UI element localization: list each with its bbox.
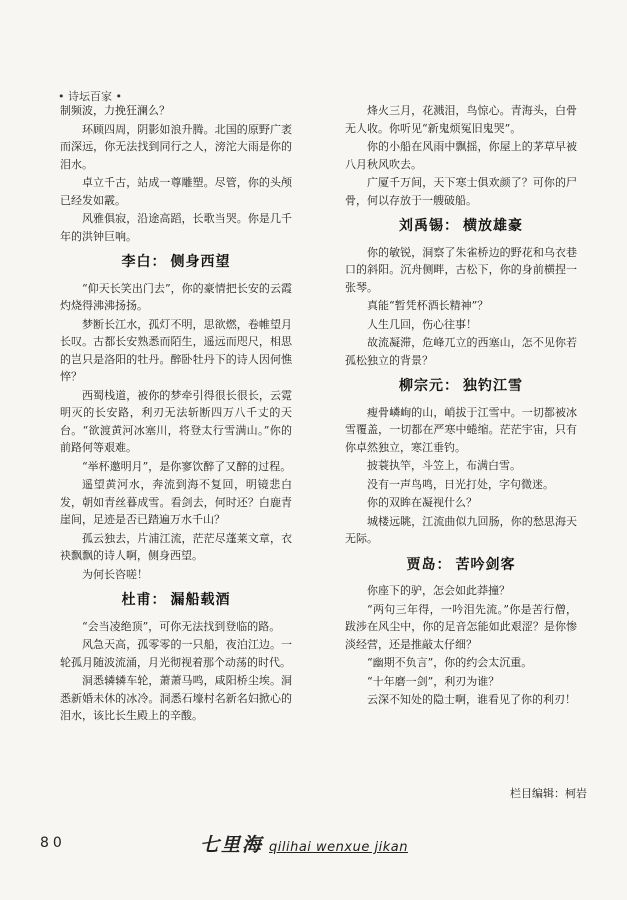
heading-subtitle: 独钓江雪: [463, 378, 523, 394]
paragraph: “举杯邀明月”，是你寥饮醉了又醉的过程。: [82, 459, 292, 473]
paragraph: “仰天长笑出门去”，你的豪情把长安的云霞灼烧得沸沸扬扬。: [60, 281, 292, 312]
section-heading-liu-zongyuan: [345, 378, 577, 396]
heading-subtitle: 横放雄豪: [463, 218, 523, 234]
paragraph: 你的敏锐，洞察了朱雀桥边的野花和乌衣巷口的斜阳。沉舟侧畔，古松下，你的身前横捏一张琴。: [345, 245, 577, 294]
heading-poet: 柳宗元：: [399, 378, 459, 394]
paragraph: 你的小船在风雨中飘摇，你屋上的茅草早被八月秋风吹去。: [345, 140, 577, 171]
heading-poet: 杜甫：: [121, 592, 167, 608]
paragraph: 洞悉辚辚车轮，萧萧马鸣，咸阳桥尘埃。洞悉新婚未休的冰冷。洞悉石壕村名新名妇掀心的泪水，该比长生殿上的辛酸。: [60, 674, 292, 722]
journal-logo-text: 七里海: [200, 834, 264, 856]
paragraph: 西蜀栈道，被你的梦牵引得很长很长，云霓明灭的长安路，利刃无法斩断四万八千丈的天台。“欲渡黄河冰塞川，将登太行雪满山。”你的前路何等艰难。: [60, 388, 292, 454]
section-heading-jia-dao: [345, 557, 577, 575]
paragraph: 为何长咨嗟！: [82, 567, 148, 581]
paragraph: 烽火三月，花溅泪，鸟惊心。青海头，白骨无人收。你听见“新鬼烦冤旧鬼哭”。: [345, 104, 577, 135]
paragraph: 云深不知处的隐士啊，谁看见了你的利刃！: [367, 693, 576, 706]
paragraph: 你的双眸在凝视什么？: [367, 496, 477, 509]
editor-credit: 栏目编辑：柯岩: [510, 787, 587, 800]
paragraph: 人生几回，伤心往事！: [367, 317, 477, 331]
paragraph: 广厦千万间，天下寒士俱欢颜了？可你的尸骨，何以存放于一艘破船。: [345, 176, 577, 207]
journal-pinyin: qilihai wenxue jikan: [269, 840, 408, 855]
paragraph: 真能“暂凭杯酒长精神”？: [367, 299, 489, 312]
section-heading-du-fu: [60, 592, 292, 610]
paragraph: 风急天高，孤零零的一只船，夜泊江边。一轮孤月随波流涌，月光彻视着那个动荡的时代。: [60, 638, 292, 669]
section-heading-li-bai: [60, 254, 292, 272]
paragraph: 披蓑执竿，斗笠上，布满白雪。: [367, 459, 521, 472]
paragraph: 瘦骨嶙峋的山，峭拔于江雪中。一切都被冰雪覆盖，一切都在严寒中蜷缩。茫茫宇宙，只有你卓然独立，寒江垂钓。: [345, 405, 577, 454]
paragraph: 遥望黄河水，奔流到海不复回，明镜悲白发，朝如青丝暮成雪。看剑去，何时还？白鹿青崖间，足迹是否已踏遍万水千山？: [60, 478, 292, 526]
heading-poet: 刘禹锡：: [399, 218, 459, 234]
paragraph: “幽期不负言”，你的约会太沉重。: [367, 656, 533, 669]
column-tag: • 诗坛百家 •: [58, 90, 122, 103]
paragraph: 你座下的驴，怎会如此莽撞？: [367, 584, 510, 597]
heading-subtitle: 侧身西望: [170, 254, 231, 270]
paragraph: 孤云独去，片浦江流，茫茫尽蓬莱文章，衣袂飘飘的诗人啊，侧身西望。: [60, 531, 292, 562]
heading-poet: 贾岛：: [406, 556, 452, 573]
paragraph: “会当凌绝顶”，可你无法找到登临的路。: [82, 619, 281, 633]
heading-subtitle: 苦吟剑客: [455, 556, 516, 573]
paragraph: 没有一声鸟鸣，日光打处，字句微迷。: [367, 477, 554, 491]
paragraph: 故流凝滞，危峰兀立的西塞山，怎不见你若孤松独立的背景？: [345, 336, 577, 367]
paragraph: “十年磨一剑”，利刃为谁？: [367, 674, 500, 688]
page-number: 80: [40, 835, 66, 851]
paragraph: 卓立千古，站成一尊雕塑。尽管，你的头颅已经发如霰。: [60, 176, 292, 207]
paragraph: 制频波，力挽狂澜么？: [60, 104, 170, 117]
paragraph: “两句三年得，一吟泪先流。”你是苦行僧，跋涉在风尘中，你的足音怎能如此艰涩？是你惨淡经营，还是推敲太仔细？: [345, 602, 577, 651]
section-heading-liu-yuxi: [345, 218, 577, 236]
left-column: [60, 102, 292, 726]
paragraph: 梦断长江水，孤灯不明，思欲燃，卷帷望月长叹。古都长安熟悉而陌生，遥远而咫尺，相思的岂只是洛阳的牡丹。醉卧牡丹下的诗人因何憔悴？: [60, 317, 292, 383]
heading-subtitle: 漏船载酒: [170, 592, 231, 608]
right-column: [345, 102, 577, 710]
paragraph: 环顾四周，阴影如浪升腾。北国的原野广袤而深远，你无法找到同行之人，滂沱大雨是你的泪水。: [60, 122, 292, 171]
paragraph: 城楼远眺，江流曲似九回肠，你的愁思海天无际。: [345, 514, 577, 545]
journal-footer: [200, 830, 408, 857]
paragraph: 风雅俱寂，沿途高蹈，长歌当哭。你是几千年的洪钟巨响。: [60, 212, 292, 243]
heading-poet: 李白：: [121, 254, 167, 270]
